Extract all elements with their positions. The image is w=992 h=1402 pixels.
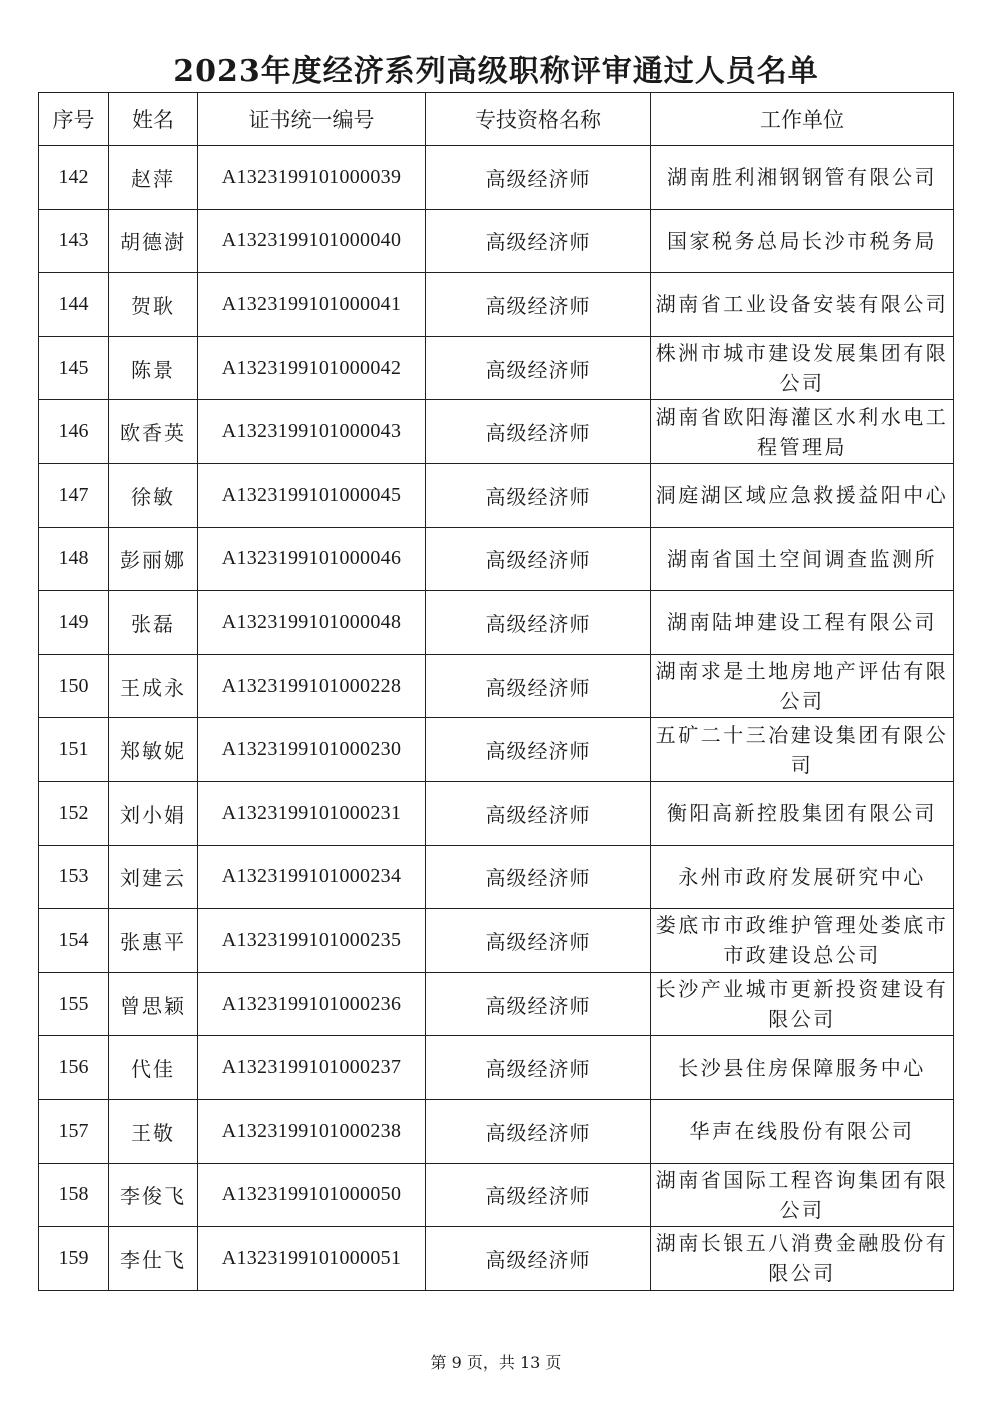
- cell-index: 155: [39, 972, 109, 1036]
- cell-employer: 衡阳高新控股集团有限公司: [651, 781, 954, 845]
- cell-certificate-number: A1323199101000048: [198, 591, 426, 655]
- table-row: [39, 209, 954, 273]
- table-row: [39, 781, 954, 845]
- table-row: [39, 463, 954, 527]
- cell-index: 150: [39, 654, 109, 718]
- cell-index: 157: [39, 1099, 109, 1163]
- cell-qualification: 高级经济师: [426, 146, 651, 210]
- cell-index: 142: [39, 146, 109, 210]
- cell-certificate-number: A1323199101000051: [198, 1227, 426, 1291]
- cell-qualification: 高级经济师: [426, 336, 651, 400]
- cell-certificate-number: A1323199101000234: [198, 845, 426, 909]
- table-row: [39, 146, 954, 210]
- cell-name: 贺耿: [109, 273, 198, 337]
- cell-qualification: 高级经济师: [426, 718, 651, 782]
- header-index: 序号: [39, 93, 109, 146]
- cell-name: 刘小娟: [109, 781, 198, 845]
- cell-name: 陈景: [109, 336, 198, 400]
- page-footer: 第 9 页，共 13 页: [430, 1353, 562, 1372]
- cell-name: 王成永: [109, 654, 198, 718]
- cell-certificate-number: A1323199101000046: [198, 527, 426, 591]
- table-row: [39, 654, 954, 718]
- header-certificate-number: 证书统一编号: [198, 93, 426, 146]
- cell-qualification: 高级经济师: [426, 845, 651, 909]
- cell-employer: 长沙产业城市更新投资建设有限公司: [651, 972, 954, 1036]
- cell-index: 147: [39, 463, 109, 527]
- cell-index: 143: [39, 209, 109, 273]
- table-row: [39, 400, 954, 464]
- table-row: [39, 273, 954, 337]
- cell-name: 赵萍: [109, 146, 198, 210]
- cell-qualification: 高级经济师: [426, 273, 651, 337]
- table-row: [39, 527, 954, 591]
- cell-index: 144: [39, 273, 109, 337]
- cell-name: 刘建云: [109, 845, 198, 909]
- cell-certificate-number: A1323199101000043: [198, 400, 426, 464]
- cell-qualification: 高级经济师: [426, 527, 651, 591]
- cell-employer: 娄底市市政维护管理处娄底市市政建设总公司: [651, 909, 954, 973]
- header-name: 姓名: [109, 93, 198, 146]
- cell-employer: 湖南省欧阳海灌区水利水电工程管理局: [651, 400, 954, 464]
- cell-employer: 湖南省国际工程咨询集团有限公司: [651, 1163, 954, 1227]
- table-row: [39, 972, 954, 1036]
- cell-certificate-number: A1323199101000238: [198, 1099, 426, 1163]
- cell-index: 154: [39, 909, 109, 973]
- table-row: [39, 845, 954, 909]
- table-row: [39, 1163, 954, 1227]
- cell-name: 徐敏: [109, 463, 198, 527]
- cell-name: 张磊: [109, 591, 198, 655]
- cell-employer: 洞庭湖区域应急救援益阳中心: [651, 463, 954, 527]
- cell-qualification: 高级经济师: [426, 1227, 651, 1291]
- cell-index: 159: [39, 1227, 109, 1291]
- page-title: 2023年度经济系列高级职称评审通过人员名单: [173, 54, 819, 89]
- cell-employer: 五矿二十三冶建设集团有限公司: [651, 718, 954, 782]
- cell-employer: 永州市政府发展研究中心: [651, 845, 954, 909]
- cell-employer: 湖南省国土空间调查监测所: [651, 527, 954, 591]
- cell-certificate-number: A1323199101000042: [198, 336, 426, 400]
- cell-employer: 华声在线股份有限公司: [651, 1099, 954, 1163]
- cell-employer: 国家税务总局长沙市税务局: [651, 209, 954, 273]
- cell-index: 153: [39, 845, 109, 909]
- cell-certificate-number: A1323199101000231: [198, 781, 426, 845]
- cell-certificate-number: A1323199101000050: [198, 1163, 426, 1227]
- cell-name: 曾思颖: [109, 972, 198, 1036]
- cell-index: 146: [39, 400, 109, 464]
- cell-index: 151: [39, 718, 109, 782]
- table-row: [39, 336, 954, 400]
- roster-table: [38, 92, 954, 1291]
- cell-name: 张惠平: [109, 909, 198, 973]
- cell-certificate-number: A1323199101000039: [198, 146, 426, 210]
- cell-certificate-number: A1323199101000228: [198, 654, 426, 718]
- cell-certificate-number: A1323199101000041: [198, 273, 426, 337]
- cell-qualification: 高级经济师: [426, 400, 651, 464]
- cell-certificate-number: A1323199101000236: [198, 972, 426, 1036]
- cell-name: 欧香英: [109, 400, 198, 464]
- table-row: [39, 1227, 954, 1291]
- cell-qualification: 高级经济师: [426, 463, 651, 527]
- cell-name: 胡德澍: [109, 209, 198, 273]
- cell-employer: 湖南求是土地房地产评估有限公司: [651, 654, 954, 718]
- cell-qualification: 高级经济师: [426, 972, 651, 1036]
- cell-certificate-number: A1323199101000235: [198, 909, 426, 973]
- cell-certificate-number: A1323199101000045: [198, 463, 426, 527]
- cell-qualification: 高级经济师: [426, 591, 651, 655]
- cell-index: 152: [39, 781, 109, 845]
- cell-name: 代佳: [109, 1036, 198, 1100]
- cell-name: 王敬: [109, 1099, 198, 1163]
- cell-name: 彭丽娜: [109, 527, 198, 591]
- cell-qualification: 高级经济师: [426, 654, 651, 718]
- cell-employer: 湖南省工业设备安装有限公司: [651, 273, 954, 337]
- table-row: [39, 718, 954, 782]
- cell-index: 148: [39, 527, 109, 591]
- cell-name: 李仕飞: [109, 1227, 198, 1291]
- cell-qualification: 高级经济师: [426, 909, 651, 973]
- cell-employer: 湖南胜利湘钢钢管有限公司: [651, 146, 954, 210]
- cell-name: 郑敏妮: [109, 718, 198, 782]
- cell-certificate-number: A1323199101000040: [198, 209, 426, 273]
- table-row: [39, 1099, 954, 1163]
- cell-employer: 湖南长银五八消费金融股份有限公司: [651, 1227, 954, 1291]
- cell-certificate-number: A1323199101000230: [198, 718, 426, 782]
- cell-name: 李俊飞: [109, 1163, 198, 1227]
- table-row: [39, 1036, 954, 1100]
- cell-employer: 湖南陆坤建设工程有限公司: [651, 591, 954, 655]
- table-row: [39, 909, 954, 973]
- cell-certificate-number: A1323199101000237: [198, 1036, 426, 1100]
- cell-qualification: 高级经济师: [426, 1163, 651, 1227]
- cell-employer: 株洲市城市建设发展集团有限公司: [651, 336, 954, 400]
- cell-index: 145: [39, 336, 109, 400]
- cell-qualification: 高级经济师: [426, 1099, 651, 1163]
- header-qualification: 专技资格名称: [426, 93, 651, 146]
- cell-qualification: 高级经济师: [426, 209, 651, 273]
- cell-index: 156: [39, 1036, 109, 1100]
- table-header-row: [39, 93, 954, 146]
- cell-qualification: 高级经济师: [426, 1036, 651, 1100]
- cell-qualification: 高级经济师: [426, 781, 651, 845]
- table-row: [39, 591, 954, 655]
- cell-index: 158: [39, 1163, 109, 1227]
- header-employer: 工作单位: [651, 93, 954, 146]
- cell-index: 149: [39, 591, 109, 655]
- cell-employer: 长沙县住房保障服务中心: [651, 1036, 954, 1100]
